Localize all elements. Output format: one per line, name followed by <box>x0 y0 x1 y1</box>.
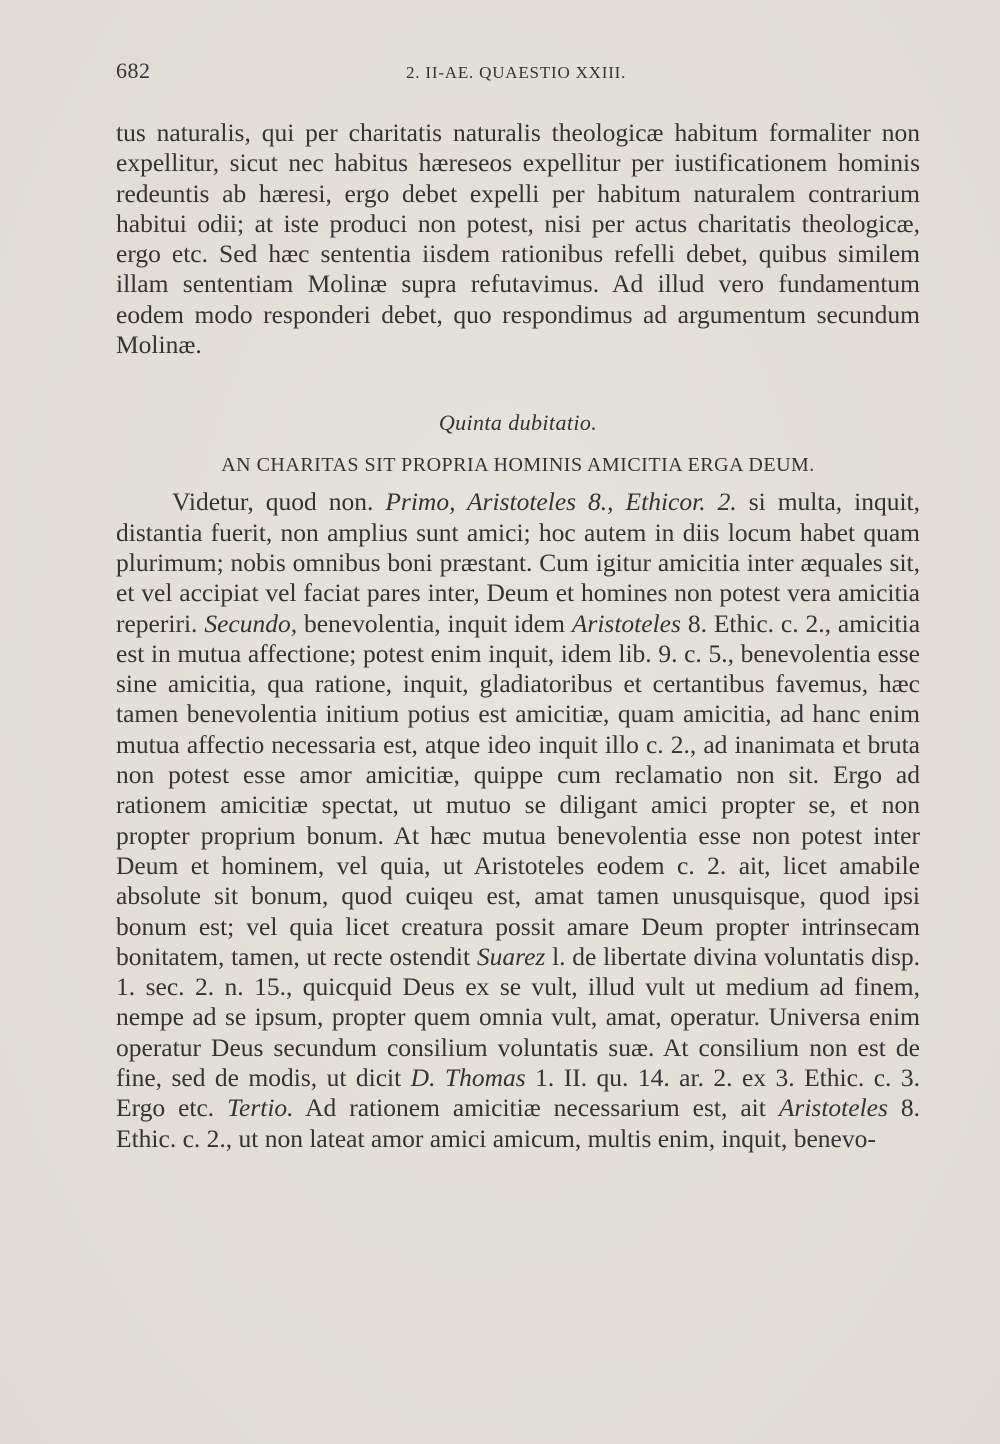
text-run: 8. Ethic. c. 2., amicitia est in mutua affectione; potest enim inquit, idem lib. 9. c. 5., benevolentia esse sine amicitia, qua ratione, inquit, gladiatoribus et certantibus favemus, hæc tamen benevolentia initium potius est amicitiæ, quam amicitia, ad hanc enim mutua affectio necessaria est, atque ideo inquit illo c. 2., ad inanimata et bruta non potest esse amor amicitiæ, quippe cum reclamatio non sit. Ergo ad rationem amicitiæ spectat, ut mutuo se diligant amici propter se, et non propter proprium bonum. At hæc mutua benevolentia esse non potest inter Deum et hominem, vel quia, ut Aristoteles eodem c. 2. ait, licet amabile absolute sit bonum, quod cuiqeu est, amat tamen unusquisque, quod ipsi bonum est; vel quia licet creatura possit amare Deum propter intrinsecam bonitatem, tamen, ut recte ostendit <box>116 608 921 971</box>
paragraph-body <box>116 487 920 1154</box>
text-run: 8. Ethic. c. 2., ut non lateat amor amici amicum, multis enim, inquit, benevo- <box>116 1093 921 1153</box>
citation-italic: D. Thomas <box>410 1063 526 1093</box>
page-header <box>116 58 920 98</box>
citation-italic: Suarez <box>476 941 546 971</box>
page-number: 682 <box>116 58 151 83</box>
text-run: 1. II. qu. 14. ar. 2. ex 3. Ethic. c. 3. Ergo etc. <box>116 1063 920 1123</box>
citation-italic: Aristoteles <box>571 608 681 638</box>
text-run: Ad rationem amicitiæ necessarium est, ait <box>305 1093 766 1123</box>
text-run: l. de libertate divina voluntatis disp. 1. sec. 2. n. 15., quicquid Deus ex se vult, illud vult ut medium ad finem, nempe ad se ipsum, propter quem omnia vult, amat, operatur. Universa enim operatur Deus secundum consilium voluntatis suæ. At consilium non est de fine, sed de modis, ut dicit <box>116 941 921 1093</box>
paragraph-continued: tus naturalis, qui per charitatis naturalis theologicæ habitum formaliter non expellitur, sicut nec habitus hæreseos expellitur per iustificationem hominis redeuntis ab hæresi, ergo debet expelli per habitum naturalem contrarium habitui odii; at iste produci non potest, nisi per actus charitatis theologicæ, ergo etc. Sed hæc sententia iisdem rationibus refelli debet, quibus similem illam sententiam Molinæ supra refutavimus. Ad illud vero fundamentum eodem modo responderi debet, quo respondimus ad argumentum secundum Molinæ. <box>116 118 920 360</box>
text-run: Videtur, quod non. <box>172 487 374 517</box>
section-title: Quinta dubitatio. <box>438 410 598 436</box>
running-head: 2. II-AE. QUAESTIO XXIII. <box>406 63 627 82</box>
section-heading: AN CHARITAS SIT PROPRIA HOMINIS AMICITIA ERGA DEUM. <box>221 454 815 477</box>
citation-italic: Tertio. <box>227 1093 294 1123</box>
text-run: si multa, inquit, distantia fuerit, non amplius sunt amici; hoc autem in diis locum habet quam plurimum; nobis omnibus boni præstant. Cum igitur amicitia inter æquales sit, et vel accipiat vel faciat pares inter, Deum et homines non potest vera amicitia reperiri. <box>116 487 921 638</box>
citation-italic: Secundo, <box>204 608 298 638</box>
citation-italic: Aristoteles <box>778 1093 888 1123</box>
text-run: benevolentia, inquit idem <box>303 608 565 638</box>
citation-italic: Primo, Aristoteles 8., Ethicor. 2. <box>385 487 737 517</box>
